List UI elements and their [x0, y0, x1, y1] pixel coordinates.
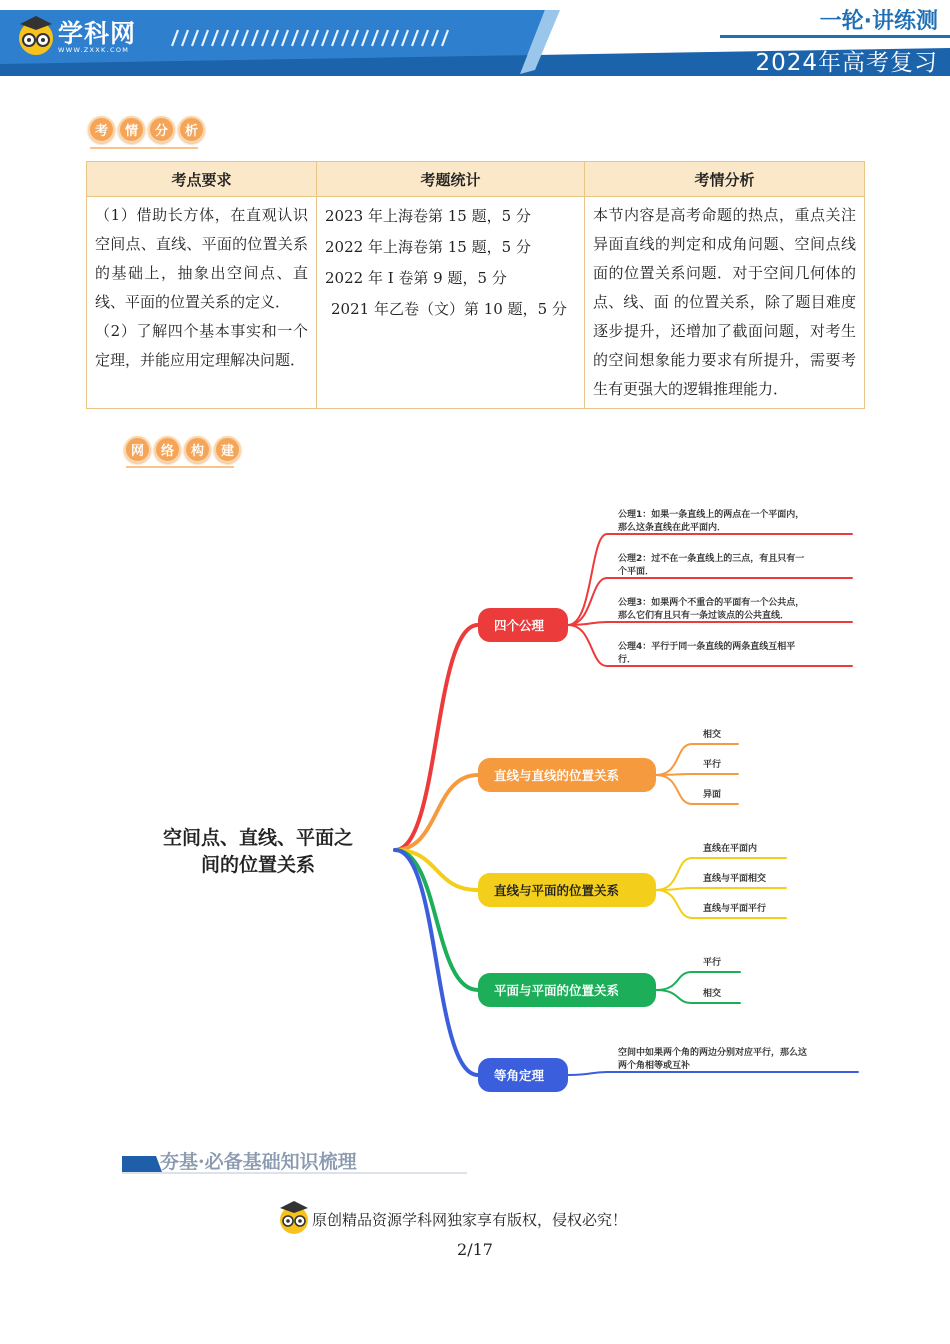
- mindmap-branch-label: 等角定理: [494, 1068, 545, 1083]
- site-logo-text: 学科网: [58, 19, 137, 48]
- owl-footer-icon: [277, 1198, 311, 1238]
- mindmap-leaf-label: 行．: [618, 655, 637, 665]
- mindmap-leaf-link: [656, 775, 738, 804]
- requirement-item: （2）了解四个基本事实和一个定理，并能应用定理解决问题．: [95, 322, 308, 369]
- mindmap-leaf-link: [568, 622, 852, 625]
- mindmap-leaf-link: [656, 774, 738, 775]
- badge-char: 分: [148, 116, 175, 143]
- mindmap-branch-node: [478, 873, 656, 907]
- mindmap-leaf-label: 两个角相等或互补: [618, 1061, 691, 1071]
- mindmap-branch-label: 直线与平面的位置关系: [494, 883, 620, 898]
- stat-item: 2022 年上海卷第 15 题，5 分: [325, 238, 531, 256]
- mindmap-leaf-label: 平行: [703, 958, 722, 968]
- analysis-cell: 本节内容是高考命题的热点，重点关注异面直线的判定和成角问题、空间点线面的位置关系问题．对于空间几何体的点、线、面 的位置关系，除了题目难度逐步提升，还增加了截面问题，对考生的空间想象能力要求有所提升，需要考生有更强大的逻辑推理能力．: [585, 197, 865, 409]
- exam-analysis-table: [86, 161, 865, 409]
- mindmap-leaf-link: [656, 744, 738, 775]
- col-header-requirements: 考点要求: [87, 162, 317, 197]
- stat-item: 2023 年上海卷第 15 题，5 分: [325, 207, 531, 225]
- mindmap-leaf-label: 相交: [703, 989, 722, 999]
- mindmap-branch-link: [395, 850, 478, 1075]
- section-title-foundation: 夯基·必备基础知识梳理: [160, 1151, 357, 1173]
- mindmap-leaf-label: 那么它们有且只有一条过该点的公共直线．: [618, 611, 790, 621]
- copyright-notice: 原创精品资源学科网独家享有版权，侵权必究！: [312, 1211, 628, 1229]
- mindmap-branch-link: [395, 775, 478, 850]
- badge-char: 建: [214, 436, 241, 463]
- mindmap-leaf-link: [568, 1072, 858, 1075]
- mindmap-branch-node: [478, 973, 656, 1007]
- requirement-item: （1）借助长方体，在直观认识空间点、直线、平面的位置关系的基础上，抽象出空间点、直线、平面的位置关系的定义．: [95, 206, 308, 311]
- mindmap-leaf-label: 直线与平面相交: [703, 874, 767, 884]
- mindmap-leaf-label: 公理2：过不在一条直线上的三点，有且只有一: [618, 554, 805, 564]
- stats-cell: [317, 197, 585, 409]
- badge-char: 络: [154, 436, 181, 463]
- series-tagline: 一轮·讲练测: [819, 9, 938, 34]
- mindmap-leaf-label: 空间中如果两个角的两边分别对应平行，那么这: [618, 1048, 808, 1058]
- badge-underline: [126, 466, 234, 468]
- mindmap-leaf-link: [656, 990, 740, 1003]
- mindmap-leaf-label: 公理3：如果两个不重合的平面有一个公共点，: [618, 598, 805, 608]
- mindmap-leaf-label: 直线与平面平行: [703, 904, 767, 914]
- page-number: 2/17: [457, 1240, 493, 1259]
- mindmap-leaf-label: 那么这条直线在此平面内．: [618, 523, 727, 533]
- table-row: [87, 197, 865, 409]
- mindmap-leaf-label: 异面: [703, 790, 722, 800]
- mindmap-leaf-label: 公理1：如果一条直线上的两点在一个平面内，: [618, 510, 805, 520]
- mindmap-leaf-link: [656, 888, 786, 890]
- mindmap-branch-node: [478, 608, 568, 642]
- mindmap-branch-label: 直线与直线的位置关系: [494, 768, 620, 783]
- mindmap-root-line: 间的位置关系: [200, 854, 316, 876]
- stat-item: 2021 年乙卷（文）第 10 题，5 分: [331, 300, 567, 318]
- year-tagline: 2024年高考复习: [755, 50, 938, 76]
- mindmap-branch-label: 四个公理: [494, 618, 545, 633]
- page-header: [0, 0, 950, 80]
- mindmap-root-line: 空间点、直线、平面之: [162, 827, 354, 849]
- network-badge: [124, 436, 241, 463]
- mindmap-leaf-label: 相交: [703, 730, 722, 740]
- col-header-stats: 考题统计: [317, 162, 585, 197]
- stat-item: 2022 年 I 卷第 9 题，5 分: [325, 269, 507, 287]
- badge-underline: [90, 147, 198, 149]
- mindmap-leaf-label: 公理4：平行于同一条直线的两条直线互相平: [618, 642, 796, 652]
- site-logo-url: WWW.ZXXK.COM: [58, 46, 130, 54]
- badge-char: 考: [88, 116, 115, 143]
- col-header-analysis: 考情分析: [585, 162, 865, 197]
- mindmap-leaf-label: 平行: [703, 760, 722, 770]
- mindmap-leaf-label: 个平面．: [618, 567, 655, 577]
- mindmap-branch-label: 平面与平面的位置关系: [494, 983, 620, 998]
- mind-map: [0, 480, 950, 1100]
- analysis-badge: [88, 116, 205, 143]
- mindmap-branch-node: [478, 1058, 568, 1092]
- mindmap-leaf-link: [656, 972, 740, 990]
- badge-char: 构: [184, 436, 211, 463]
- mindmap-leaf-label: 直线在平面内: [703, 844, 758, 854]
- requirements-cell: [87, 197, 317, 409]
- badge-char: 网: [124, 436, 151, 463]
- badge-char: 情: [118, 116, 145, 143]
- mindmap-branch-node: [478, 758, 656, 792]
- badge-char: 析: [178, 116, 205, 143]
